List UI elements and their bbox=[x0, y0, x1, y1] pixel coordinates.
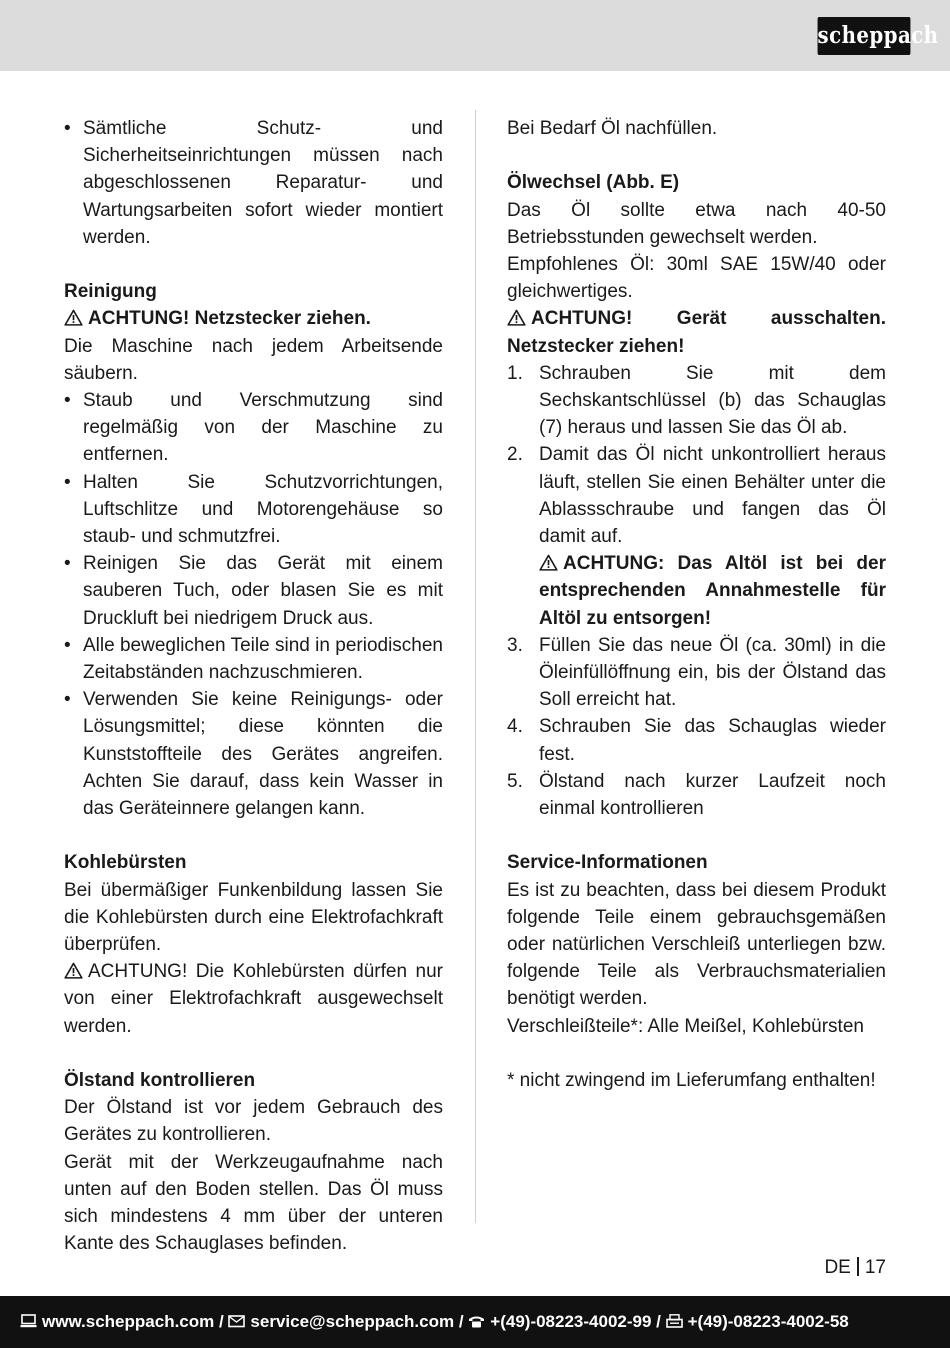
step-text: Füllen Sie das neue Öl (ca. 30ml) in die Öleinfüllöffnung ein, bis der Ölstand das Soll erreicht hat. bbox=[539, 634, 886, 711]
step-text: Schrauben Sie mit dem Sechskantschlüssel (b) das Schauglas (7) heraus und lassen Sie das Öl ab. bbox=[539, 362, 886, 439]
step-item bbox=[507, 632, 886, 714]
cleaning-bullet: • Alle beweglichen Teile sind in periodischen Zeitabständen nachzuschmieren. bbox=[64, 632, 443, 686]
cleaning-heading: Reinigung bbox=[64, 281, 157, 303]
oil-check-text: Gerät mit der Werkzeugaufnahme nach unten auf den Boden stellen. Das Öl muss sich mindestens 4 mm über der unteren Kante des Schauglases befinden. bbox=[64, 1151, 443, 1255]
phone-number: +(49)-08223-4002-99 bbox=[490, 1312, 652, 1331]
brushes-heading: Kohlebürsten bbox=[64, 852, 187, 874]
brushes-warning bbox=[64, 958, 443, 1040]
page-separator bbox=[857, 1257, 859, 1276]
page-footer bbox=[0, 1296, 950, 1348]
footer-separator: / bbox=[651, 1312, 666, 1331]
column-divider bbox=[475, 110, 476, 1223]
oil-change-text: Empfohlenes Öl: 30ml SAE 15W/40 oder gleichwertiges. bbox=[507, 254, 886, 303]
cleaning-warning bbox=[64, 305, 443, 332]
page-header bbox=[0, 0, 950, 71]
language-code: DE bbox=[824, 1257, 851, 1278]
step-item bbox=[507, 768, 886, 822]
step-text: Ölstand nach kurzer Laufzeit noch einmal kontrollieren bbox=[539, 770, 886, 820]
telephone-icon bbox=[468, 1314, 485, 1328]
service-heading: Service-Informationen bbox=[507, 852, 708, 874]
cleaning-warning-text: ACHTUNG! Netzstecker ziehen. bbox=[88, 308, 371, 330]
cleaning-text: Die Maschine nach jedem Arbeitsende säubern. bbox=[64, 335, 443, 384]
scheppach-logo: scheppach bbox=[818, 17, 911, 55]
warning-icon bbox=[507, 309, 526, 326]
email-link[interactable]: service@scheppach.com bbox=[250, 1312, 455, 1331]
warning-icon bbox=[539, 554, 558, 571]
brushes-warning-text: ACHTUNG! Die Kohlebürsten dürfen nur von einer Elektrofachkraft ausgewechselt werden. bbox=[64, 961, 443, 1037]
oil-change-text: Das Öl sollte etwa nach 40-50 Betriebsstunden gewechselt werden. bbox=[507, 199, 886, 248]
disposal-warning bbox=[507, 550, 886, 632]
footer-separator: / bbox=[454, 1312, 469, 1331]
oil-change-warning bbox=[507, 305, 886, 359]
step-number: 2. bbox=[507, 444, 523, 466]
left-column bbox=[64, 115, 443, 1257]
envelope-icon bbox=[228, 1314, 245, 1328]
step-number: 4. bbox=[507, 716, 523, 738]
cleaning-bullet: • Reinigen Sie das Gerät mit einem sauberen Tuch, oder blasen Sie es mit Druckluft bei niedrigem Druck aus. bbox=[64, 550, 443, 632]
step-text: Schrauben Sie das Schauglas wieder fest. bbox=[539, 716, 886, 765]
intro-bullet: • Sämtliche Schutz- und Sicherheitseinrichtungen müssen nach abgeschlossenen Reparatur- und Wartungsarbeiten sofort wieder montiert werden. bbox=[64, 115, 443, 251]
fax-icon bbox=[666, 1314, 683, 1328]
fax-number: +(49)-08223-4002-58 bbox=[687, 1312, 849, 1331]
contact-row bbox=[20, 1311, 849, 1333]
footnote: * nicht zwingend im Lieferumfang enthalten! bbox=[507, 1070, 876, 1092]
step-number: 1. bbox=[507, 362, 523, 384]
wear-parts-text: Verschleißteile*: Alle Meißel, Kohlebürsten bbox=[507, 1015, 864, 1037]
footer-separator: / bbox=[214, 1312, 229, 1331]
disposal-warning-text: ACHTUNG: Das Altöl ist bei der entsprechenden Annahmestelle für Altöl zu entsorgen! bbox=[539, 553, 886, 629]
warning-icon bbox=[64, 962, 83, 979]
oil-change-warning-text: ACHTUNG! Gerät ausschalten. Netzstecker ziehen! bbox=[507, 308, 886, 357]
cleaning-bullet: • Verwenden Sie keine Reinigungs- oder Lösungsmittel; diese könnten die Kunststoffteile des Gerätes angreifen. Achten Sie darauf, dass kein Wasser in das Geräteinnere gelangen kann. bbox=[64, 686, 443, 822]
step-item bbox=[507, 713, 886, 767]
computer-icon bbox=[20, 1314, 37, 1328]
cleaning-bullet: • Halten Sie Schutzvorrichtungen, Luftschlitze und Motorengehäuse so staub- und schmutzfrei. bbox=[64, 469, 443, 551]
step-item bbox=[507, 360, 886, 442]
warning-icon bbox=[64, 309, 83, 326]
oil-change-heading: Ölwechsel (Abb. E) bbox=[507, 172, 680, 194]
oil-check-text: Der Ölstand ist vor jedem Gebrauch des Gerätes zu kontrollieren. bbox=[64, 1097, 443, 1146]
website-link[interactable]: www.scheppach.com bbox=[42, 1312, 215, 1331]
page-number-value: 17 bbox=[864, 1257, 886, 1278]
page-number bbox=[760, 1255, 886, 1281]
cleaning-bullet: • Staub und Verschmutzung sind regelmäßig von der Maschine zu entfernen. bbox=[64, 387, 443, 469]
right-column bbox=[507, 115, 886, 1094]
step-text: Damit das Öl nicht unkontrolliert heraus läuft, stellen Sie einen Behälter unter die Ablassschraube und fangen das Öl damit auf. bbox=[539, 444, 886, 548]
step-number: 3. bbox=[507, 634, 523, 656]
step-number: 5. bbox=[507, 770, 523, 792]
refill-text: Bei Bedarf Öl nachfüllen. bbox=[507, 118, 718, 139]
step-item bbox=[507, 441, 886, 550]
oil-check-heading: Ölstand kontrollieren bbox=[64, 1070, 256, 1092]
service-text: Es ist zu beachten, dass bei diesem Produkt folgende Teile einem gebrauchsgemäßen oder natürlichen Verschleiß unterliegen bzw. folgende Teile als Verbrauchsmaterialien benötigt werden. bbox=[507, 879, 886, 1010]
brushes-text: Bei übermäßiger Funkenbildung lassen Sie die Kohlebürsten durch eine Elektrofachkraft überprüfen. bbox=[64, 879, 443, 956]
